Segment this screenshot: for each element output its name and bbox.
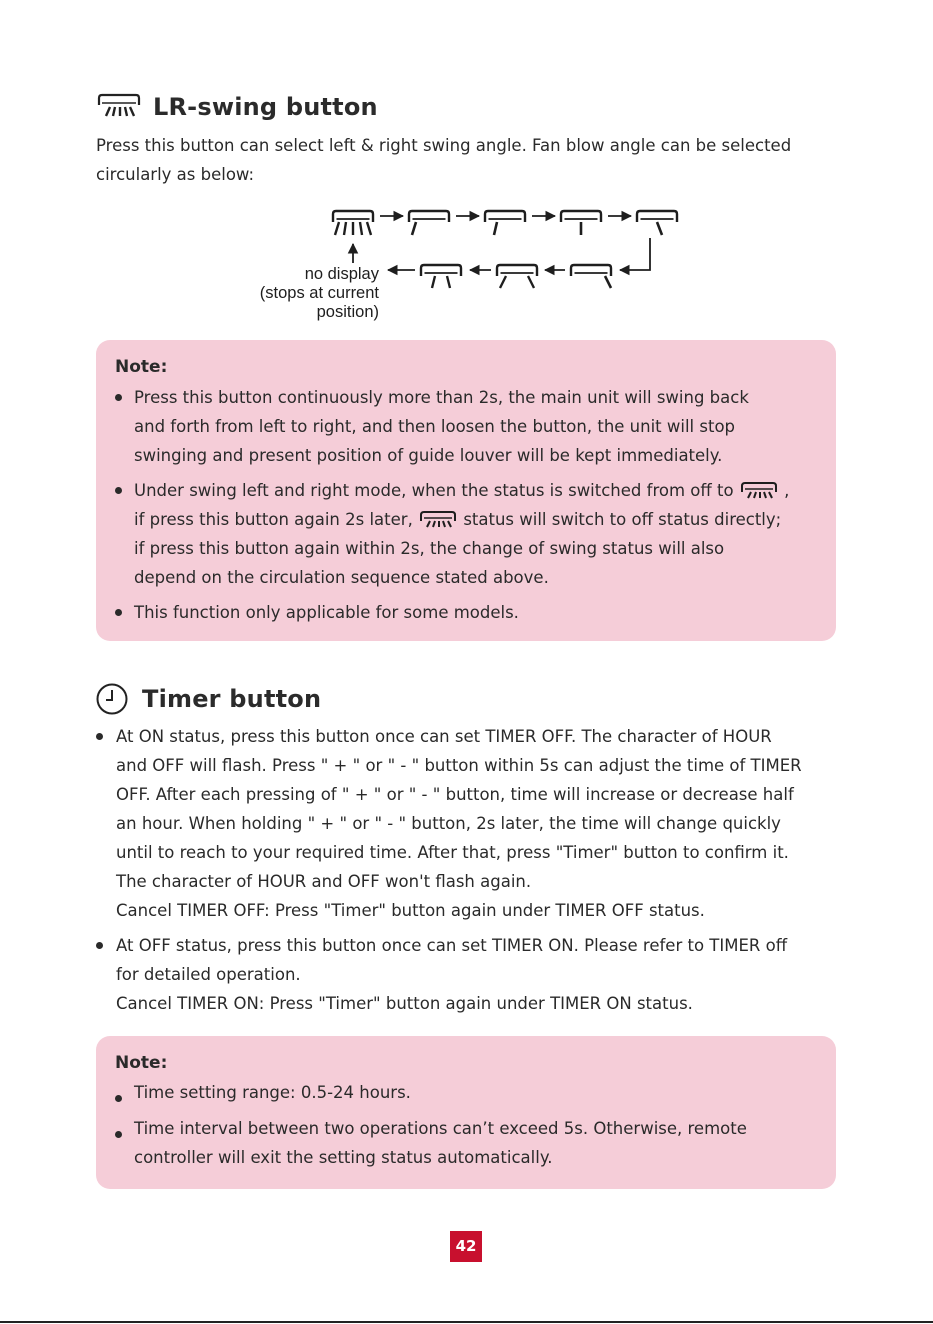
bullet-dot bbox=[115, 487, 122, 494]
note-bullet-2-line3: if press this button again within 2s, the change of swing status will also bbox=[134, 539, 725, 558]
ac-right-icon bbox=[637, 211, 677, 235]
note-bullet-2-comma: , bbox=[784, 481, 790, 500]
bullet-dot bbox=[115, 1131, 122, 1138]
note-bullet-1-line2: and forth from left to right, and then loosen the button, the unit will stop bbox=[134, 417, 736, 436]
timer-bullet-2-line1: At OFF status, press this button once can set TIMER ON. Please refer to TIMER off bbox=[116, 936, 788, 955]
diagram-label-line2: (stops at current bbox=[259, 284, 379, 302]
timer-bullet-1-line2: and OFF will flash. Press " + " or " - " button within 5s can adjust the time of TIMER bbox=[116, 756, 802, 775]
note-bullet-1-line3: swinging and present position of guide louver will be kept immediately. bbox=[134, 446, 723, 465]
bullet-dot bbox=[115, 609, 122, 616]
timer-cancel-on: Cancel TIMER ON: Press "Timer" button again under TIMER ON status. bbox=[116, 994, 693, 1013]
timer-bullet-1-line4: an hour. When holding " + " or " - " button, 2s later, the time will change quickly bbox=[116, 814, 781, 833]
note-bullet-3-line1: This function only applicable for some models. bbox=[134, 603, 519, 622]
bullet-dot bbox=[115, 394, 122, 401]
timer-title: Timer button bbox=[142, 685, 322, 713]
timer-note-bullet-2-line1: Time interval between two operations can’t exceed 5s. Otherwise, remote bbox=[134, 1119, 747, 1138]
diagram-label-line1: no display bbox=[304, 265, 379, 283]
ac-swing-inline-icon bbox=[739, 481, 779, 499]
ac-center-icon bbox=[561, 211, 601, 235]
bottom-rule bbox=[0, 1321, 933, 1323]
diagram-label bbox=[200, 265, 379, 322]
lr-swing-note-box bbox=[96, 340, 836, 641]
timer-bullet-1-line3: OFF. After each pressing of " + " or " - " button, time will increase or decrease half bbox=[116, 785, 794, 804]
note-bullet-2-line2 bbox=[134, 505, 781, 534]
ac-outer-pair-icon bbox=[497, 265, 537, 288]
timer-note-bullet-1: Time setting range: 0.5-24 hours. bbox=[134, 1083, 411, 1102]
note-bullet-2-line2-text-b: status will switch to off status directly; bbox=[463, 510, 782, 529]
timer-bullet-1-line5: until to reach to your required time. After that, press "Timer" button to confirm it. bbox=[116, 843, 789, 862]
ac-far-left-icon bbox=[409, 211, 449, 235]
bullet-dot bbox=[96, 942, 103, 949]
ac-far-right-icon bbox=[571, 265, 611, 288]
note-title: Note: bbox=[115, 1053, 168, 1073]
note-bullet-2-line1-text: Under swing left and right mode, when the status is switched from off to bbox=[134, 481, 734, 500]
timer-bullet-1-line6: The character of HOUR and OFF won't flash again. bbox=[116, 872, 532, 891]
page-number: 42 bbox=[450, 1231, 482, 1262]
ac-inner-pair-icon bbox=[421, 265, 461, 288]
note-bullet-2-line4: depend on the circulation sequence stated above. bbox=[134, 568, 549, 587]
timer-bullet-1-line1: At ON status, press this button once can set TIMER OFF. The character of HOUR bbox=[116, 727, 772, 746]
timer-bullet-2-line2: for detailed operation. bbox=[116, 965, 301, 984]
diagram-label-line3: position) bbox=[316, 303, 379, 321]
ac-left-icon bbox=[485, 211, 525, 235]
timer-cancel-off: Cancel TIMER OFF: Press "Timer" button again under TIMER OFF status. bbox=[116, 901, 705, 920]
lr-swing-title: LR-swing button bbox=[153, 93, 378, 121]
bullet-dot bbox=[115, 1095, 122, 1102]
clock-icon bbox=[96, 683, 128, 715]
note-title: Note: bbox=[115, 357, 168, 377]
timer-note-bullet-2-line2: controller will exit the setting status automatically. bbox=[134, 1148, 553, 1167]
note-bullet-1-line1: Press this button continuously more than 2s, the main unit will swing back bbox=[134, 388, 749, 407]
lr-swing-intro-line1: Press this button can select left & right swing angle. Fan blow angle can be selected bbox=[96, 136, 792, 155]
bullet-dot bbox=[96, 733, 103, 740]
ac-swing-all-icon bbox=[333, 211, 373, 235]
lr-swing-intro-line2: circularly as below: bbox=[96, 165, 255, 184]
note-bullet-2-line1 bbox=[134, 476, 789, 505]
lr-swing-icon bbox=[96, 93, 142, 117]
note-bullet-2-line2-text-a: if press this button again 2s later, bbox=[134, 510, 413, 529]
ac-swing-inline-icon bbox=[418, 510, 458, 528]
timer-note-box bbox=[96, 1036, 836, 1189]
